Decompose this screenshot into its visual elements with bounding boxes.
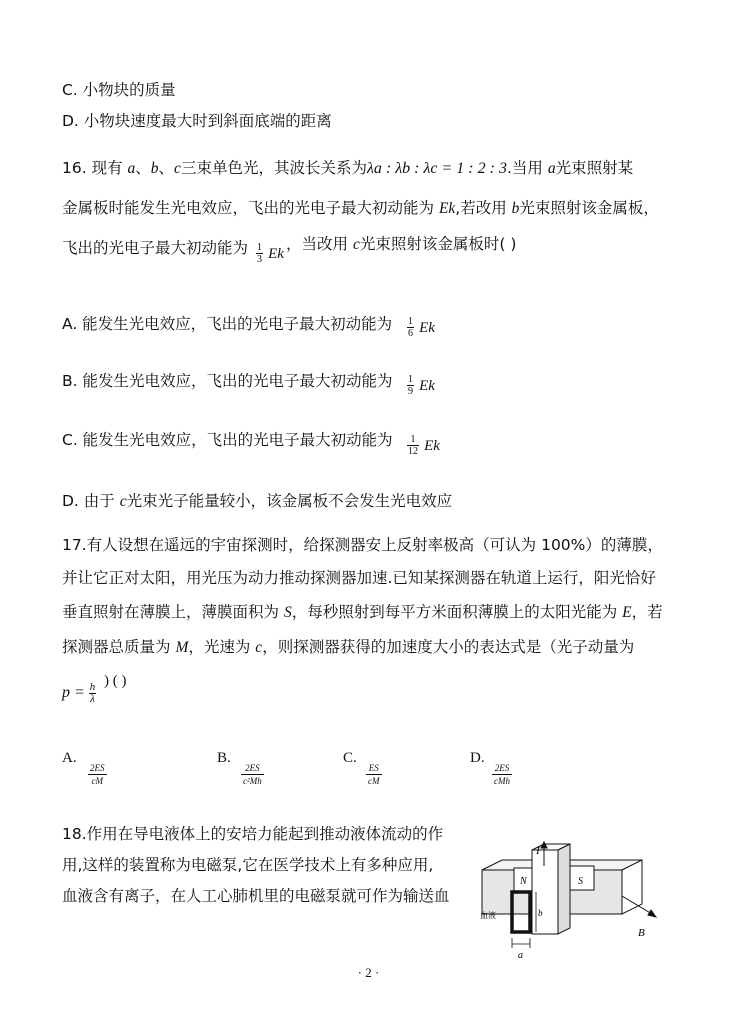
option-a-fraction <box>407 316 435 339</box>
q17-stem-line2: 并让它正对太阳，用光压为动力推动探测器加速.已知某探测器在轨道上运行，阳光恰好 <box>62 569 656 587</box>
fraction-denominator: cM <box>91 776 103 786</box>
fraction-denominator: 12 <box>408 446 418 457</box>
q16-option-c: C. 能发生光电效应，飞出的光电子最大初动能为 <box>62 431 393 449</box>
var-b: b <box>150 160 159 177</box>
q16-text: D. 由于 <box>62 492 120 510</box>
fraction-numerator: 1 <box>408 316 413 327</box>
q17-option-d-fraction <box>492 762 512 787</box>
q16-stem-line1: 16. 现有 a、b、c三束单色光，其波长关系为λa : λb : λc = 1 : 2 : 3.当用 a光束照射某 <box>62 159 634 177</box>
fraction-denominator: 9 <box>408 386 413 397</box>
q16-option-d <box>62 491 452 512</box>
q16-option-a: A. 能发生光电效应，飞出的光电子最大初动能为 <box>62 315 393 333</box>
q17-option-c-label: C. <box>343 750 357 766</box>
option-b-fraction <box>407 374 435 397</box>
fraction-numerator: 1 <box>257 242 262 253</box>
q16-option-b: B. 能发生光电效应，飞出的光电子最大初动能为 <box>62 372 393 390</box>
q16-text: 三束单色光，其波长关系为 <box>180 159 367 177</box>
label-b-dim: b <box>538 908 543 918</box>
q16-text: 光束光子能量较小，该金属板不会发生光电效应 <box>126 492 453 510</box>
label-n: N <box>520 876 527 887</box>
var-s: S <box>283 604 292 621</box>
page-number: · 2 · <box>357 965 380 980</box>
label-s: S <box>578 876 583 887</box>
q16-stem-line2 <box>62 198 659 219</box>
var-c: c <box>119 493 127 510</box>
fraction-denominator: 6 <box>408 328 413 339</box>
var-a: a <box>547 160 556 177</box>
var-a: a <box>127 160 136 177</box>
q16-text: .当用 <box>506 159 548 177</box>
fraction-denominator: cMh <box>494 776 510 786</box>
q16-text: 金属板时能发生光电效应，飞出的光电子最大初动能为 <box>62 199 439 217</box>
q17-option-c-fraction <box>366 762 382 787</box>
q17-option-b-label: B. <box>217 750 231 766</box>
answer-paren: ) ( ) <box>104 673 127 689</box>
q15-option-d: D. 小物块速度最大时到斜面底端的距离 <box>62 112 332 130</box>
q16-text: 飞出的光电子最大初动能为 <box>62 239 249 257</box>
q18-stem-line3: 血液含有离子，在人工心肺机里的电磁泵就可作为输送血 <box>62 887 450 905</box>
var-ek: Ek <box>419 378 435 394</box>
q17-text: 探测器总质量为 <box>62 638 176 656</box>
var-c: c <box>255 639 263 656</box>
fraction-denominator: c²Mh <box>243 776 262 786</box>
var-m: M <box>175 639 189 656</box>
q17-text: ，则探测器获得的加速度大小的表达式是（光子动量为 <box>262 638 635 656</box>
q16-number: 16. 现有 <box>62 159 128 177</box>
var-b: b <box>511 200 520 217</box>
b-field-arrow-head <box>648 910 656 917</box>
q16-text: 光束照射某 <box>555 159 634 177</box>
var-ek: Ek <box>438 200 456 217</box>
var-c: c <box>174 160 181 177</box>
var-ek: Ek <box>268 246 284 262</box>
label-b: B <box>638 927 645 939</box>
q17-text: ，若 <box>631 603 663 621</box>
q16-stem-line3-tail <box>286 234 516 255</box>
fraction-numerator: 1 <box>407 434 419 446</box>
q17-option-a-fraction <box>88 762 107 787</box>
label-blood: 血液 <box>480 911 496 920</box>
q17-stem-line1: 17.有人设想在遥远的宇宙探测时，给探测器安上反射率极高（可认为 100%）的薄膜， <box>62 536 663 554</box>
label-i: I <box>536 845 540 857</box>
q18-stem-line1: 18.作用在导电液体上的安培力能起到推动液体流动的作 <box>62 825 444 843</box>
q16-text: 光束照射该金属板， <box>519 199 659 217</box>
fraction-denominator: 3 <box>257 254 262 265</box>
q17-option-b-fraction <box>241 762 264 787</box>
fraction-denominator: cM <box>368 776 380 786</box>
q17-text: ，每秒照射到每平方米面积薄膜上的太阳光能为 <box>291 603 623 621</box>
q17-option-a-label: A. <box>62 750 77 766</box>
fraction-numerator: 2ES <box>241 762 264 775</box>
var-c: c <box>352 236 360 253</box>
q15-option-c: C. 小物块的质量 <box>62 81 176 99</box>
var-e: E <box>622 604 632 621</box>
fraction-one-third <box>256 242 284 265</box>
magnet-side <box>558 844 570 934</box>
q17-stem-line4 <box>62 637 634 658</box>
wavelength-ratio: λa : λb : λc = 1 : 2 : 3 <box>366 160 507 177</box>
q17-option-d-label: D. <box>470 750 485 766</box>
q17-stem-line3 <box>62 602 663 623</box>
q17-text: ，光速为 <box>188 638 256 656</box>
fraction-numerator: h <box>89 681 96 693</box>
fraction-denominator: λ <box>90 693 95 705</box>
q16-text: ，当改用 <box>286 235 353 253</box>
q16-text: 光束照射该金属板时 <box>359 235 500 253</box>
fraction-numerator: 2ES <box>90 763 105 773</box>
q17-text: 垂直照射在薄膜上，薄膜面积为 <box>62 603 284 621</box>
option-c-fraction <box>407 434 440 457</box>
formula-lhs: p = <box>62 684 85 702</box>
answer-paren: ( ) <box>499 235 517 253</box>
q18-stem-line2: 用,这样的装置称为电磁泵,它在医学技术上有多种应用, <box>62 856 434 874</box>
q16-stem-line3 <box>62 238 248 258</box>
q16-text: ,若改用 <box>455 199 512 217</box>
var-ek: Ek <box>424 438 440 454</box>
fraction-numerator: ES <box>366 762 382 775</box>
var-ek: Ek <box>419 320 435 336</box>
label-a: a <box>518 950 523 961</box>
electromagnetic-pump-figure <box>474 832 664 967</box>
photon-momentum-formula <box>62 682 96 705</box>
fraction-numerator: 2ES <box>492 762 512 775</box>
fraction-numerator: 1 <box>408 374 413 385</box>
